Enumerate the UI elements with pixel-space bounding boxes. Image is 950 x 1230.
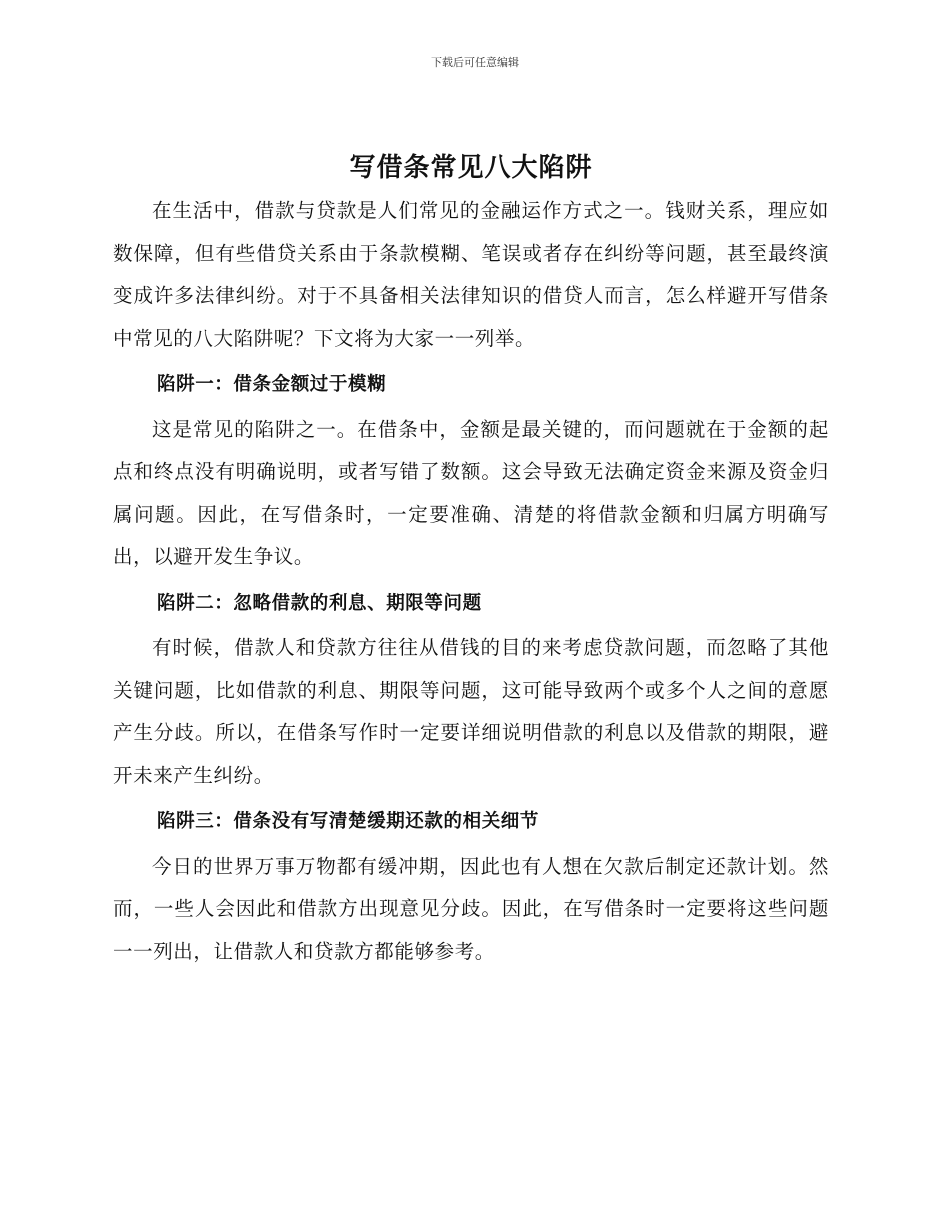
- section-body-3: 今日的世界万事万物都有缓冲期，因此也有人想在欠款后制定还款计划。然而，一些人会因此和借款方出现意见分歧。因此，在写借条时一定要将这些问题一一列出，让借款人和贷款方都能够参考。: [113, 854, 829, 963]
- document-body: [113, 148, 829, 973]
- section-heading-3: 陷阱三：借条没有写清楚缓期还款的相关细节: [157, 811, 540, 832]
- section-body-2: 有时候，借款人和贷款方往往从借钱的目的来考虑贷款问题，而忽略了其他关键问题，比如借款的利息、期限等问题，这可能导致两个或多个人之间的意愿产生分歧。所以，在借条写作时一定要详细说明借款的利息以及借款的期限，避开未来产生纠纷。: [113, 636, 829, 787]
- intro-paragraph: 在生活中，借款与贷款是人们常见的金融运作方式之一。钱财关系，理应如数保障，但有些借贷关系由于条款模糊、笔误或者存在纠纷等问题，甚至最终演变成许多法律纠纷。对于不具备相关法律知识的借贷人而言，怎么样避开写借条中常见的八大陷阱呢？下文将为大家一一列举。: [113, 199, 829, 350]
- section-body-1: 这是常见的陷阱之一。在借条中，金额是最关键的，而问题就在于金额的起点和终点没有明确说明，或者写错了数额。这会导致无法确定资金来源及资金归属问题。因此，在写借条时，一定要准确、清楚的将借款金额和归属方明确写出，以避开发生争议。: [113, 417, 829, 568]
- section-heading-1: 陷阱一：借条金额过于模糊: [157, 374, 387, 395]
- document-title: 写借条常见八大陷阱: [349, 153, 593, 183]
- section-heading-2: 陷阱二：忽略借款的利息、期限等问题: [157, 592, 482, 614]
- header-note: 下载后可任意编辑: [431, 56, 519, 69]
